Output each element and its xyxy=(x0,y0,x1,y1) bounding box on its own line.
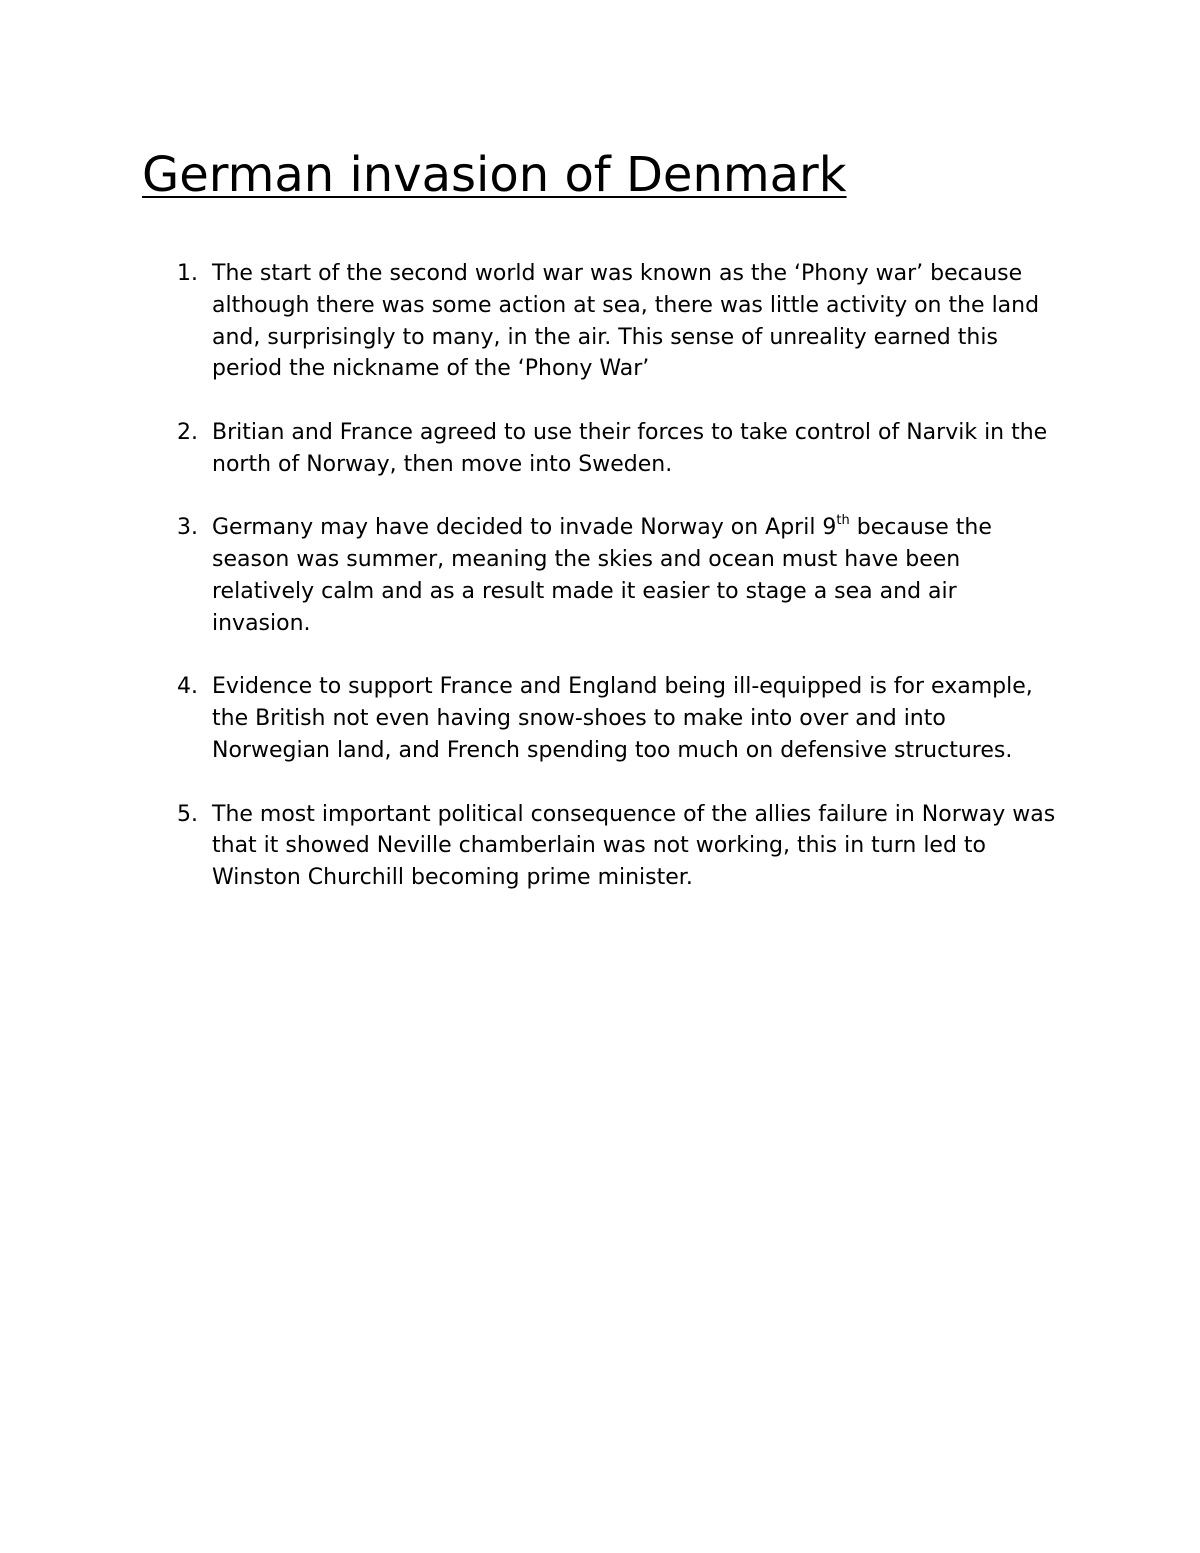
list-item-text: Evidence to support France and England being ill-equipped is for example, the British not even having snow-shoes to make into over and into Norwegian land, and French spending too much on defensive structures. xyxy=(212,674,1033,763)
list-item xyxy=(142,258,1062,385)
list-item-number: 3. xyxy=(177,515,198,541)
list-item xyxy=(142,417,1062,481)
list-item xyxy=(142,671,1062,766)
list-item-text: Germany may have decided to invade Norway on April 9th because the season was summer, meaning the skies and ocean must have been relatively calm and as a result made it easier to stage a sea and air invasion. xyxy=(212,513,992,636)
list-item xyxy=(142,799,1062,894)
list-item xyxy=(142,512,1062,639)
document-title: German invasion of Denmark xyxy=(142,147,847,203)
ordinal-superscript: th xyxy=(836,513,850,529)
list-item-number: 4. xyxy=(177,674,198,700)
list-item-number: 2. xyxy=(177,419,198,445)
list-item-text: Britian and France agreed to use their forces to take control of Narvik in the north of Norway, then move into Sweden. xyxy=(212,419,1048,477)
list-item-number: 5. xyxy=(177,801,198,827)
list-item-number: 1. xyxy=(177,261,198,286)
numbered-list xyxy=(142,258,1062,926)
list-item-text: The most important political consequence of the allies failure in Norway was that it showed Neville chamberlain was not working, this in turn led to Winston Churchill becoming prime minister. xyxy=(212,801,1056,891)
list-item-text: The start of the second world war was known as the ‘Phony war’ because although there was some action at sea, there was little activity on the land and, surprisingly to many, in the air. This sense of unreality earned this period the nickname of the ‘Phony War’ xyxy=(212,261,1040,382)
